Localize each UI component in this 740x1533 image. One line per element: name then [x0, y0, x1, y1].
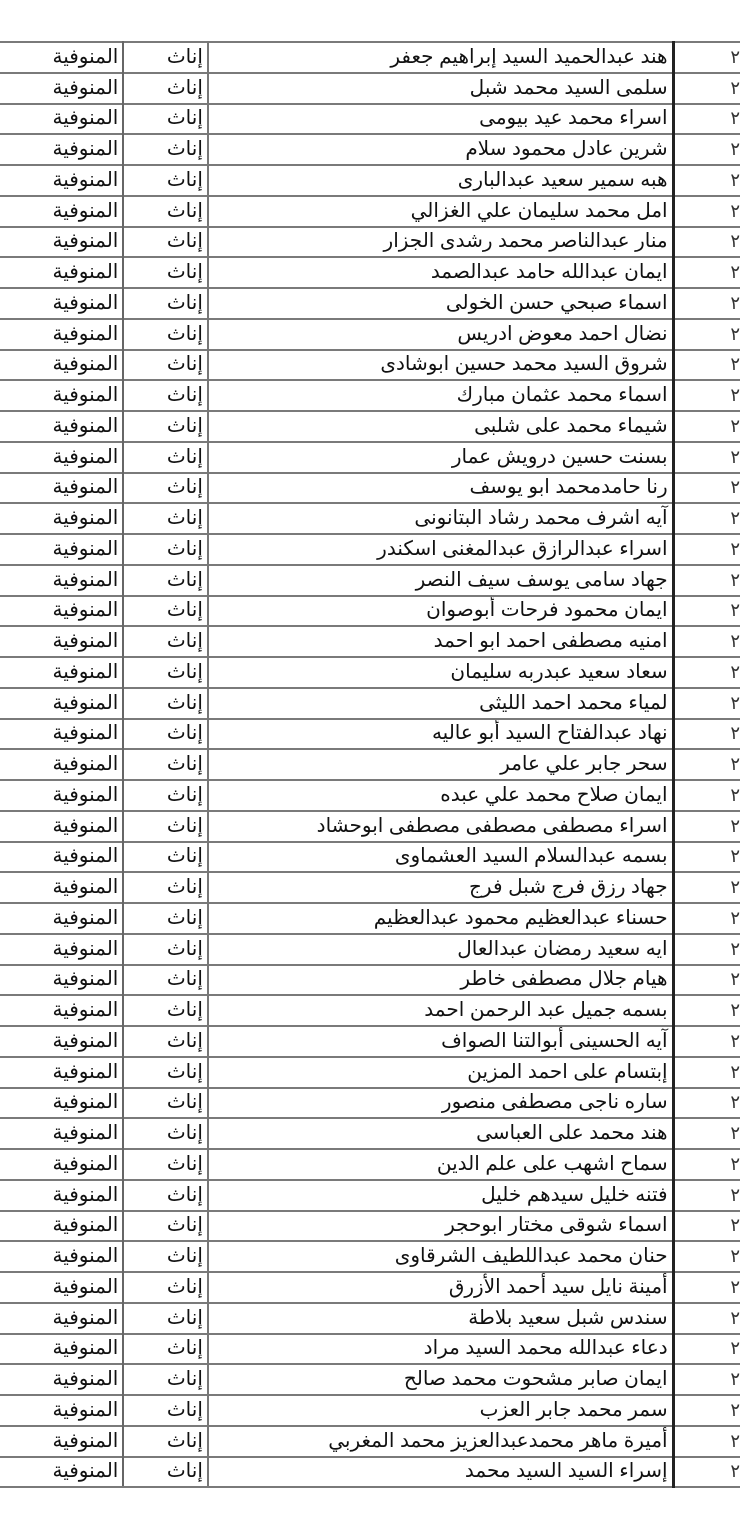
name-cell: بسمه عبدالسلام السيد العشماوى	[208, 842, 673, 873]
gender-cell: إناث	[123, 350, 208, 381]
table-row	[0, 565, 740, 596]
name-cell: آيه اشرف محمد رشاد البتانونى	[208, 503, 673, 534]
index-cell: ٢	[673, 1241, 740, 1272]
index-cell: ٢	[673, 1364, 740, 1395]
governorate-cell: المنوفية	[0, 1211, 123, 1242]
table-row	[0, 1026, 740, 1057]
names-table	[0, 41, 740, 1488]
governorate-cell: المنوفية	[0, 1149, 123, 1180]
gender-cell: إناث	[123, 934, 208, 965]
governorate-cell: المنوفية	[0, 73, 123, 104]
name-cell: لمياء محمد احمد الليثى	[208, 688, 673, 719]
gender-cell: إناث	[123, 1303, 208, 1334]
governorate-cell: المنوفية	[0, 1088, 123, 1119]
name-cell: فتنه خليل سيدهم خليل	[208, 1180, 673, 1211]
index-cell: ٢	[673, 196, 740, 227]
table-row	[0, 780, 740, 811]
gender-cell: إناث	[123, 227, 208, 258]
table-row	[0, 1426, 740, 1457]
governorate-cell: المنوفية	[0, 1426, 123, 1457]
gender-cell: إناث	[123, 1026, 208, 1057]
index-cell: ٢	[673, 811, 740, 842]
table-row	[0, 134, 740, 165]
index-cell: ٢	[673, 565, 740, 596]
governorate-cell: المنوفية	[0, 965, 123, 996]
index-cell: ٢	[673, 1057, 740, 1088]
name-cell: منار عبدالناصر محمد رشدى الجزار	[208, 227, 673, 258]
governorate-cell: المنوفية	[0, 1334, 123, 1365]
index-cell: ٢	[673, 1180, 740, 1211]
gender-cell: إناث	[123, 626, 208, 657]
index-cell: ٢	[673, 749, 740, 780]
gender-cell: إناث	[123, 811, 208, 842]
name-cell: شيماء محمد على شلبى	[208, 411, 673, 442]
name-cell: شروق السيد محمد حسين ابوشادى	[208, 350, 673, 381]
name-cell: سعاد سعيد عبدربه سليمان	[208, 657, 673, 688]
name-cell: اسراء عبدالرازق عبدالمغنى اسكندر	[208, 534, 673, 565]
gender-cell: إناث	[123, 1118, 208, 1149]
table-row	[0, 626, 740, 657]
index-cell: ٢	[673, 872, 740, 903]
index-cell: ٢	[673, 1118, 740, 1149]
table-row	[0, 380, 740, 411]
table-row	[0, 1457, 740, 1488]
governorate-cell: المنوفية	[0, 104, 123, 135]
table-row	[0, 995, 740, 1026]
gender-cell: إناث	[123, 442, 208, 473]
name-cell: دعاء عبدالله محمد السيد مراد	[208, 1334, 673, 1365]
index-cell: ٢	[673, 1026, 740, 1057]
table-row	[0, 319, 740, 350]
table-row	[0, 503, 740, 534]
name-cell: أمينة نايل سيد أحمد الأزرق	[208, 1272, 673, 1303]
index-cell: ٢	[673, 934, 740, 965]
table-row	[0, 1272, 740, 1303]
table-row	[0, 196, 740, 227]
name-cell: سلمى السيد محمد شبل	[208, 73, 673, 104]
index-cell: ٢	[673, 780, 740, 811]
index-cell: ٢	[673, 350, 740, 381]
name-cell: اسماء صبحي حسن الخولى	[208, 288, 673, 319]
name-cell: بسمه جميل عبد الرحمن احمد	[208, 995, 673, 1026]
table-row	[0, 411, 740, 442]
index-cell: ٢	[673, 442, 740, 473]
index-cell: ٢	[673, 1303, 740, 1334]
governorate-cell: المنوفية	[0, 995, 123, 1026]
table-row	[0, 1334, 740, 1365]
table-row	[0, 811, 740, 842]
name-cell: إبتسام على احمد المزين	[208, 1057, 673, 1088]
name-cell: امنيه مصطفى احمد ابو احمد	[208, 626, 673, 657]
index-cell: ٢	[673, 1457, 740, 1488]
name-cell: ايمان عبدالله حامد عبدالصمد	[208, 257, 673, 288]
index-cell: ٢	[673, 503, 740, 534]
gender-cell: إناث	[123, 473, 208, 504]
table-row	[0, 657, 740, 688]
gender-cell: إناث	[123, 1180, 208, 1211]
index-cell: ٢	[673, 903, 740, 934]
index-cell: ٢	[673, 411, 740, 442]
index-cell: ٢	[673, 719, 740, 750]
gender-cell: إناث	[123, 749, 208, 780]
index-cell: ٢	[673, 1211, 740, 1242]
index-cell: ٢	[673, 1334, 740, 1365]
gender-cell: إناث	[123, 780, 208, 811]
governorate-cell: المنوفية	[0, 1180, 123, 1211]
gender-cell: إناث	[123, 872, 208, 903]
index-cell: ٢	[673, 288, 740, 319]
index-cell: ٢	[673, 688, 740, 719]
gender-cell: إناث	[123, 1241, 208, 1272]
gender-cell: إناث	[123, 1334, 208, 1365]
table-row	[0, 1057, 740, 1088]
name-cell: ايمان صابر مشحوت محمد صالح	[208, 1364, 673, 1395]
gender-cell: إناث	[123, 104, 208, 135]
table-row	[0, 965, 740, 996]
table-row	[0, 1303, 740, 1334]
gender-cell: إناث	[123, 42, 208, 73]
governorate-cell: المنوفية	[0, 811, 123, 842]
table-row	[0, 104, 740, 135]
index-cell: ٢	[673, 1088, 740, 1119]
index-cell: ٢	[673, 380, 740, 411]
governorate-cell: المنوفية	[0, 165, 123, 196]
governorate-cell: المنوفية	[0, 626, 123, 657]
table-row	[0, 288, 740, 319]
table-row	[0, 1118, 740, 1149]
governorate-cell: المنوفية	[0, 719, 123, 750]
index-cell: ٢	[673, 319, 740, 350]
gender-cell: إناث	[123, 1272, 208, 1303]
table-row	[0, 350, 740, 381]
governorate-cell: المنوفية	[0, 872, 123, 903]
governorate-cell: المنوفية	[0, 1395, 123, 1426]
governorate-cell: المنوفية	[0, 1303, 123, 1334]
table-row	[0, 903, 740, 934]
name-cell: هند محمد على العباسى	[208, 1118, 673, 1149]
table-row	[0, 1088, 740, 1119]
index-cell: ٢	[673, 596, 740, 627]
index-cell: ٢	[673, 534, 740, 565]
gender-cell: إناث	[123, 688, 208, 719]
governorate-cell: المنوفية	[0, 503, 123, 534]
name-cell: نضال احمد معوض ادريس	[208, 319, 673, 350]
gender-cell: إناث	[123, 73, 208, 104]
index-cell: ٢	[673, 842, 740, 873]
name-cell: سحر جابر علي عامر	[208, 749, 673, 780]
name-cell: سماح اشهب على علم الدين	[208, 1149, 673, 1180]
gender-cell: إناث	[123, 1395, 208, 1426]
governorate-cell: المنوفية	[0, 1364, 123, 1395]
governorate-cell: المنوفية	[0, 257, 123, 288]
table-row	[0, 596, 740, 627]
governorate-cell: المنوفية	[0, 688, 123, 719]
gender-cell: إناث	[123, 965, 208, 996]
governorate-cell: المنوفية	[0, 749, 123, 780]
name-cell: جهاد رزق فرج شبل فرج	[208, 872, 673, 903]
index-cell: ٢	[673, 104, 740, 135]
table-row	[0, 534, 740, 565]
name-cell: رنا حامدمحمد ابو يوسف	[208, 473, 673, 504]
name-cell: هبه سمير سعيد عبدالبارى	[208, 165, 673, 196]
name-cell: اسراء محمد عيد بيومى	[208, 104, 673, 135]
index-cell: ٢	[673, 227, 740, 258]
index-cell: ٢	[673, 165, 740, 196]
table-row	[0, 934, 740, 965]
gender-cell: إناث	[123, 1149, 208, 1180]
name-cell: ايمان محمود فرحات أبوصوان	[208, 596, 673, 627]
name-cell: ساره ناجى مصطفى منصور	[208, 1088, 673, 1119]
index-cell: ٢	[673, 134, 740, 165]
index-cell: ٢	[673, 1426, 740, 1457]
index-cell: ٢	[673, 626, 740, 657]
table-row	[0, 42, 740, 73]
table-row	[0, 749, 740, 780]
name-cell: اسراء مصطفى مصطفى مصطفى ابوحشاد	[208, 811, 673, 842]
name-cell: سندس شبل سعيد بلاطة	[208, 1303, 673, 1334]
governorate-cell: المنوفية	[0, 1241, 123, 1272]
governorate-cell: المنوفية	[0, 350, 123, 381]
name-cell: بسنت حسين درويش عمار	[208, 442, 673, 473]
governorate-cell: المنوفية	[0, 657, 123, 688]
table-row	[0, 1149, 740, 1180]
governorate-cell: المنوفية	[0, 1026, 123, 1057]
spreadsheet	[0, 41, 740, 1488]
governorate-cell: المنوفية	[0, 442, 123, 473]
gender-cell: إناث	[123, 503, 208, 534]
table-row	[0, 227, 740, 258]
table-row	[0, 1395, 740, 1426]
table-row	[0, 1211, 740, 1242]
gender-cell: إناث	[123, 1364, 208, 1395]
gender-cell: إناث	[123, 411, 208, 442]
table-row	[0, 1364, 740, 1395]
table-row	[0, 1241, 740, 1272]
gender-cell: إناث	[123, 380, 208, 411]
gender-cell: إناث	[123, 257, 208, 288]
index-cell: ٢	[673, 1272, 740, 1303]
governorate-cell: المنوفية	[0, 596, 123, 627]
governorate-cell: المنوفية	[0, 196, 123, 227]
governorate-cell: المنوفية	[0, 380, 123, 411]
name-cell: آيه الحسينى أبوالتنا الصواف	[208, 1026, 673, 1057]
table-row	[0, 688, 740, 719]
name-cell: جهاد سامى يوسف سيف النصر	[208, 565, 673, 596]
governorate-cell: المنوفية	[0, 319, 123, 350]
index-cell: ٢	[673, 1149, 740, 1180]
name-cell: ايه سعيد رمضان عبدالعال	[208, 934, 673, 965]
table-row	[0, 165, 740, 196]
gender-cell: إناث	[123, 1457, 208, 1488]
table-row	[0, 872, 740, 903]
index-cell: ٢	[673, 1395, 740, 1426]
gender-cell: إناث	[123, 842, 208, 873]
table-row	[0, 842, 740, 873]
governorate-cell: المنوفية	[0, 227, 123, 258]
name-cell: اسماء محمد عثمان مبارك	[208, 380, 673, 411]
name-cell: نهاد عبدالفتاح السيد أبو عاليه	[208, 719, 673, 750]
governorate-cell: المنوفية	[0, 1457, 123, 1488]
name-cell: هيام جلال مصطفى خاطر	[208, 965, 673, 996]
gender-cell: إناث	[123, 565, 208, 596]
index-cell: ٢	[673, 473, 740, 504]
name-cell: أميرة ماهر محمدعبدالعزيز محمد المغربي	[208, 1426, 673, 1457]
gender-cell: إناث	[123, 1426, 208, 1457]
gender-cell: إناث	[123, 196, 208, 227]
name-cell: امل محمد سليمان علي الغزالي	[208, 196, 673, 227]
table-row	[0, 73, 740, 104]
gender-cell: إناث	[123, 534, 208, 565]
name-cell: حسناء عبدالعظيم محمود عبدالعظيم	[208, 903, 673, 934]
governorate-cell: المنوفية	[0, 780, 123, 811]
index-cell: ٢	[673, 42, 740, 73]
index-cell: ٢	[673, 257, 740, 288]
name-cell: شرين عادل محمود سلام	[208, 134, 673, 165]
name-cell: ايمان صلاح محمد علي عبده	[208, 780, 673, 811]
governorate-cell: المنوفية	[0, 842, 123, 873]
governorate-cell: المنوفية	[0, 903, 123, 934]
table-row	[0, 257, 740, 288]
governorate-cell: المنوفية	[0, 934, 123, 965]
table-row	[0, 719, 740, 750]
table-body	[0, 42, 740, 1487]
name-cell: هند عبدالحميد السيد إبراهيم جعفر	[208, 42, 673, 73]
governorate-cell: المنوفية	[0, 42, 123, 73]
table-row	[0, 1180, 740, 1211]
name-cell: سمر محمد جابر العزب	[208, 1395, 673, 1426]
governorate-cell: المنوفية	[0, 565, 123, 596]
table-row	[0, 473, 740, 504]
table-row	[0, 442, 740, 473]
governorate-cell: المنوفية	[0, 473, 123, 504]
gender-cell: إناث	[123, 134, 208, 165]
gender-cell: إناث	[123, 165, 208, 196]
governorate-cell: المنوفية	[0, 1057, 123, 1088]
governorate-cell: المنوفية	[0, 411, 123, 442]
index-cell: ٢	[673, 657, 740, 688]
governorate-cell: المنوفية	[0, 1272, 123, 1303]
gender-cell: إناث	[123, 1057, 208, 1088]
name-cell: إسراء السيد السيد محمد	[208, 1457, 673, 1488]
governorate-cell: المنوفية	[0, 134, 123, 165]
index-cell: ٢	[673, 995, 740, 1026]
name-cell: حنان محمد عبداللطيف الشرقاوى	[208, 1241, 673, 1272]
index-cell: ٢	[673, 965, 740, 996]
governorate-cell: المنوفية	[0, 288, 123, 319]
gender-cell: إناث	[123, 596, 208, 627]
gender-cell: إناث	[123, 995, 208, 1026]
governorate-cell: المنوفية	[0, 1118, 123, 1149]
gender-cell: إناث	[123, 657, 208, 688]
gender-cell: إناث	[123, 719, 208, 750]
name-cell: اسماء شوقى مختار ابوحجر	[208, 1211, 673, 1242]
gender-cell: إناث	[123, 319, 208, 350]
governorate-cell: المنوفية	[0, 534, 123, 565]
gender-cell: إناث	[123, 1088, 208, 1119]
gender-cell: إناث	[123, 288, 208, 319]
gender-cell: إناث	[123, 1211, 208, 1242]
gender-cell: إناث	[123, 903, 208, 934]
index-cell: ٢	[673, 73, 740, 104]
